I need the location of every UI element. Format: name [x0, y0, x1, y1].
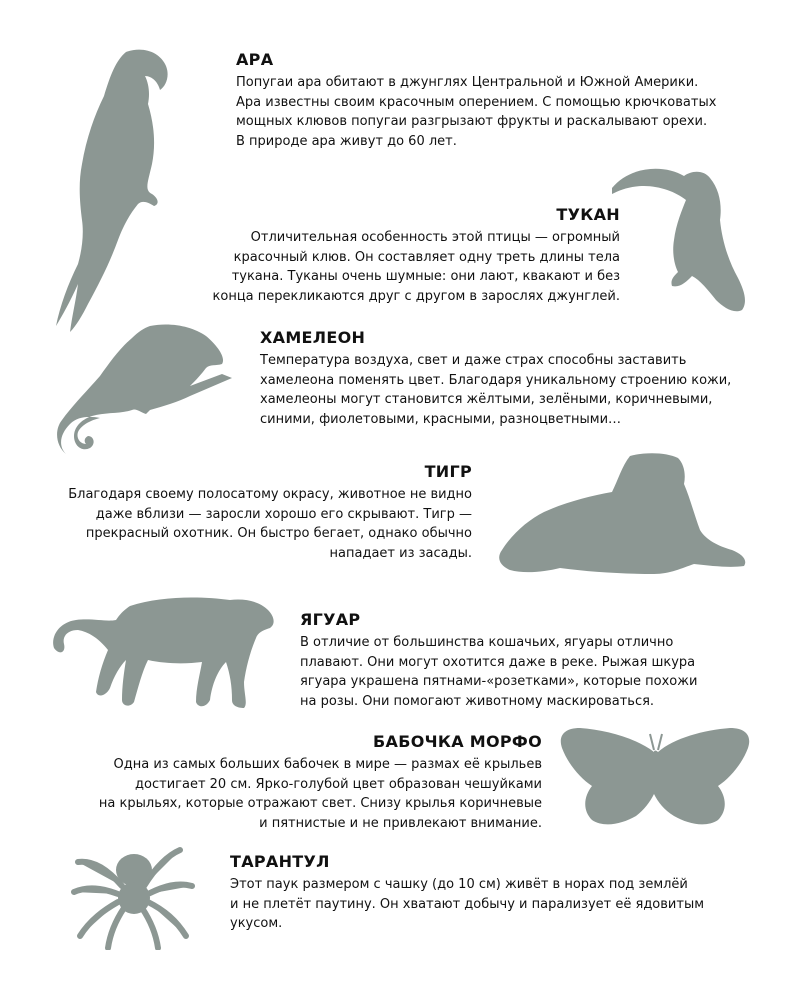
section-text: Попугаи ара обитают в джунглях Центральной и Южной Америки. Ара известны своим красочным оперением. С помощью крючковатых мощных клювов попугаи разгрызают фрукты и раскалывают орехи. В природе ара живут до 60 лет.	[236, 75, 717, 149]
section-text: Отличительная особенность этой птицы — огромный красочный клюв. Он составляет одну треть длины тела тукана. Туканы очень шумные: они лают, квакают и без конца перекликаются друг с другом в зарослях джунглей.	[212, 230, 620, 304]
macaw-silhouette-icon	[48, 44, 173, 334]
toucan-silhouette-icon	[600, 160, 750, 320]
morpho-butterfly-silhouette-icon	[556, 720, 756, 830]
section-text: В отличие от большинства кошачьих, ягуары отлично плавают. Они могут охотится даже в реке. Рыжая шкура ягуара украшена пятнами-«розетками», которые похожи на розы. Они помогают животному маскироваться.	[300, 635, 698, 709]
section-toucan	[160, 205, 620, 306]
section-title: ТАРАНТУЛ	[230, 852, 330, 871]
tiger-silhouette-icon	[494, 450, 750, 580]
jaguar-silhouette-icon	[50, 592, 280, 712]
section-jaguar	[300, 610, 760, 711]
section-text: Одна из самых больших бабочек в мире — размах её крыльев достигает 20 см. Ярко-голубой цвет образован чешуйками на крыльях, которые отражают свет. Снизу крылья коричневые и пятнистые и не привлекают внимание.	[98, 757, 542, 831]
section-morpho	[20, 732, 542, 833]
section-title: ТУКАН	[556, 205, 620, 224]
section-ara	[236, 50, 756, 151]
section-chameleon	[260, 328, 760, 429]
section-text: Температура воздуха, свет и даже страх способны заставить хамелеона поменять цвет. Благодаря уникальному строению кожи, хамелеоны могут становится жёлтыми, зелёными, коричневыми, синими, фиолетовыми, красными, разноцветными…	[260, 353, 732, 427]
section-title: ХАМЕЛЕОН	[260, 328, 366, 347]
section-title: ТИГР	[424, 462, 472, 481]
section-tiger	[20, 462, 472, 563]
chameleon-silhouette-icon	[50, 320, 240, 460]
section-text: Благодаря своему полосатому окрасу, животное не видно даже вблизи — заросли хорошо его скрывают. Тигр — прекрасный охотник. Он быстро бегает, однако обычно нападает из засады.	[68, 487, 472, 561]
section-title: АРА	[236, 50, 274, 69]
section-title: БАБОЧКА МОРФО	[373, 732, 542, 751]
section-title: ЯГУАР	[300, 610, 361, 629]
section-tarantula	[230, 852, 760, 934]
section-text: Этот паук размером с чашку (до 10 см) живёт в норах под землёй и не плетёт паутину. Он хватают добычу и парализует её ядовитым укусом.	[230, 877, 705, 931]
tarantula-silhouette-icon	[68, 840, 198, 950]
